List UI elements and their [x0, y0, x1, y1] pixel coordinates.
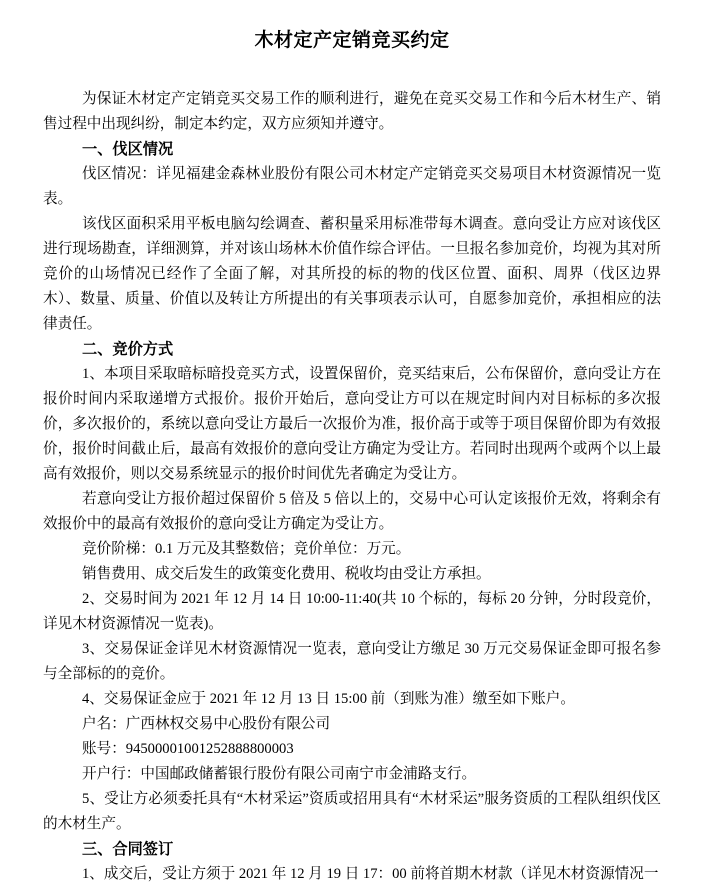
paragraph: 若意向受让方报价超过保留价 5 倍及 5 倍以上的，交易中心可认定该报价无效，将剩余有效报价中的最高有效报价的意向受让方确定为受让方。 [43, 491, 661, 532]
section-heading-1: 一、伐区情况 [82, 141, 174, 158]
page-title: 木材定产定销竞买约定 [254, 30, 450, 51]
paragraph: 该伐区面积采用平板电脑勾绘调查、蓄积量采用标准带每木调查。意向受让方应对该伐区进行现场勘查，详细测算，并对该山场林木价值作综合评估。一旦报名参加竞价，均视为其对所竞价的山场情况已经作了全面了解，对其所投的标的物的伐区位置、面积、周界（伐区边界木）、数量、质量、价值以及转让方所提出的有关事项表示认可，自愿参加竞价，承担相应的法律责任。 [43, 216, 661, 332]
paragraph: 3、交易保证金详见木材资源情况一览表，意向受让方缴足 30 万元交易保证金即可报名参与全部标的的竞价。 [43, 641, 661, 682]
paragraph: 竞价阶梯：0.1 万元及其整数倍；竞价单位：万元。 [82, 541, 411, 557]
paragraph: 5、受让方必须委托具有“木材采运”资质或招用具有“木材采运”服务资质的工程队组织伐区的木材生产。 [43, 791, 661, 832]
account-number-line: 账号：94500001001252888800003 [82, 741, 294, 757]
paragraph: 伐区情况：详见福建金森林业股份有限公司木材定产定销竞买交易项目木材资源情况一览表。 [43, 166, 661, 207]
paragraph: 1、成交后，受让方须于 2021 年 12 月 19 日 17：00 前将首期木材款（详见木材资源情况一 [82, 866, 659, 882]
section-heading-3: 三、合同签订 [82, 841, 174, 858]
account-name-line: 户名：广西林权交易中心股份有限公司 [82, 716, 331, 732]
paragraph: 4、交易保证金应于 2021 年 12 月 13 日 15:00 前（到账为准）缴至如下账户。 [82, 691, 575, 707]
paragraph: 销售费用、成交后发生的政策变化费用、税收均由受让方承担。 [82, 566, 491, 582]
paragraph: 为保证木材定产定销竞买交易工作的顺利进行，避免在竞买交易工作和今后木材生产、销售过程中出现纠纷，制定本约定，双方应须知并遵守。 [43, 91, 661, 132]
section-heading-2: 二、竞价方式 [82, 341, 174, 358]
paragraph: 2、交易时间为 2021 年 12 月 14 日 10:00-11:40(共 10 个标的，每标 20 分钟，分时段竞价，详见木材资源情况一览表)。 [43, 591, 661, 632]
paragraph: 1、本项目采取暗标暗投竞买方式，设置保留价，竞买结束后，公布保留价，意向受让方在报价时间内采取递增方式报价。报价开始后，意向受让方可以在规定时间内对目标标的多次报价，多次报价的，系统以意向受让方最后一次报价为准，报价高于或等于项目保留价即为有效报价，报价时间截止后，最高有效报价的意向受让方确定为受让方。若同时出现两个或两个以上最高有效报价，则以交易系统显示的报价时间优先者确定为受让方。 [43, 366, 661, 482]
bank-branch-line: 开户行：中国邮政储蓄银行股份有限公司南宁市金浦路支行。 [82, 766, 477, 782]
